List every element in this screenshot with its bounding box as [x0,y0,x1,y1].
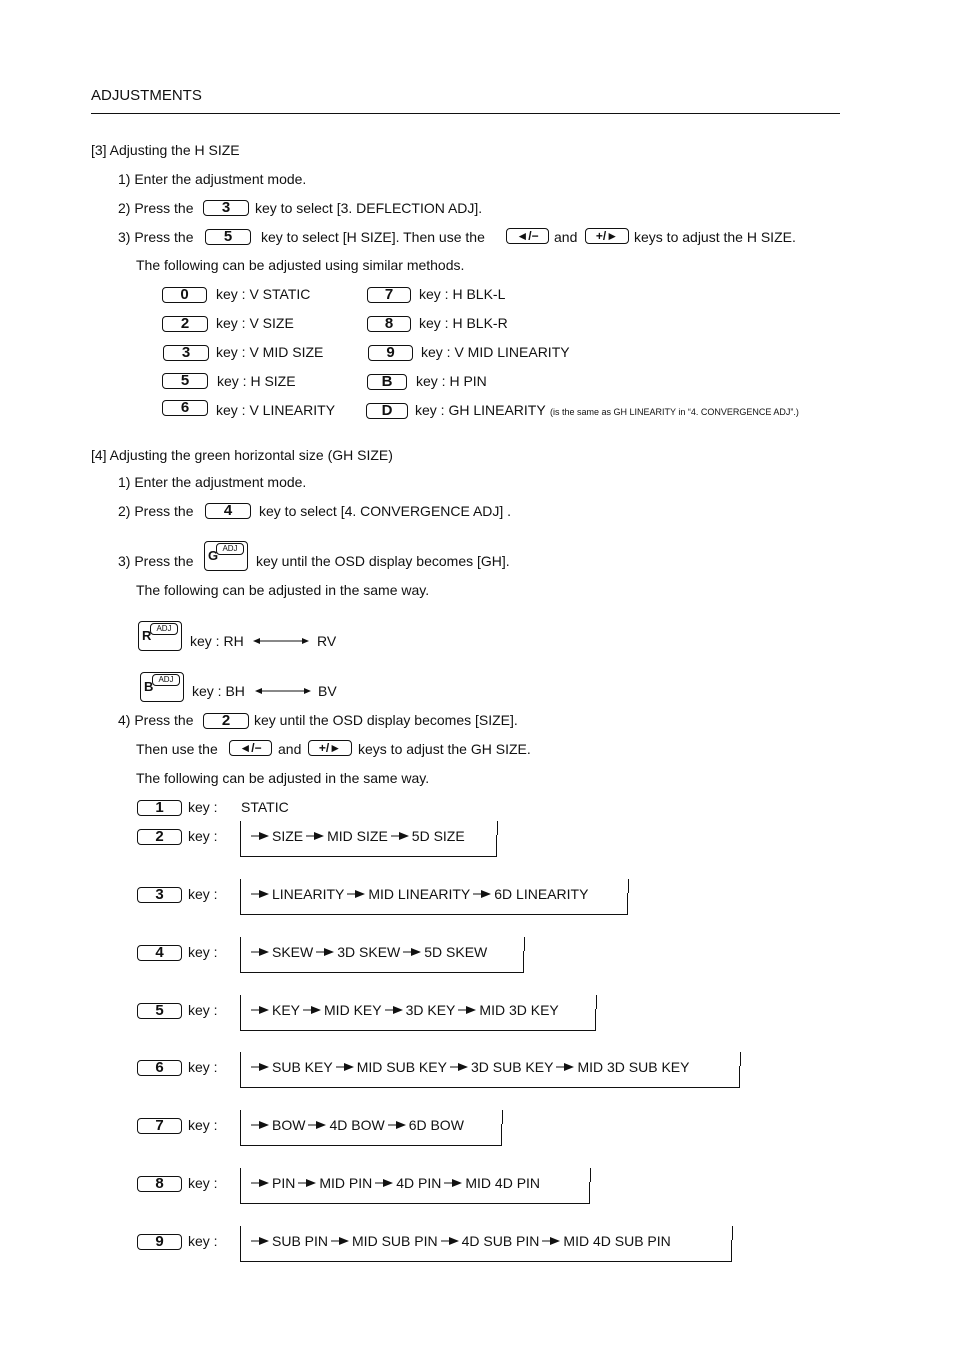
cycle-sequence [248,1002,563,1018]
right-arrow-icon [251,1062,269,1072]
static-value: STATIC [241,799,289,815]
page-title: ADJUSTMENTS [91,87,202,104]
cycle-item: MID SUB KEY [356,1059,447,1075]
key-label: key : [188,799,218,815]
double-arrow-icon [253,633,309,649]
s4-step3-pre: 3) Press the [118,553,194,569]
key-desc: key : H PIN [416,373,487,389]
right-arrow-icon [251,1120,269,1130]
key-4-button[interactable]: 4 [205,503,251,519]
cycle-item: 3D KEY [405,1002,456,1018]
key-label: key : [188,1059,218,1075]
key-desc: key : V LINEARITY [216,402,336,418]
adj-tag: ADJ [152,674,180,686]
key-1-button[interactable]: 1 [137,800,182,816]
cycle-item: MID 4D PIN [465,1175,541,1191]
s4-step1: 1) Enter the adjustment mode. [118,474,307,490]
right-arrow-icon [251,1005,269,1015]
key-4-button[interactable]: 4 [137,945,182,961]
cycle-item: MID 4D SUB PIN [563,1233,671,1249]
key-d-button[interactable]: D [366,403,408,419]
right-arrow-icon [336,1062,354,1072]
cycle-sequence [248,1059,693,1075]
s4-and: and [278,741,302,757]
key-2-button[interactable]: 2 [162,316,208,332]
cycle-item: 6D LINEARITY [494,886,589,902]
cycle-item: SUB KEY [272,1059,333,1075]
right-arrow-icon [251,1236,269,1246]
cycle-item: PIN [272,1175,296,1191]
minus-key-button[interactable]: ◄/− [506,228,549,244]
cycle-sequence [248,828,469,844]
cycle-item: MID PIN [319,1175,373,1191]
cycle-item: 4D BOW [329,1117,385,1133]
cycle-item: MID 3D SUB KEY [577,1059,690,1075]
right-arrow-icon [542,1236,560,1246]
right-arrow-icon [444,1178,462,1188]
cycle-item: LINEARITY [272,886,345,902]
s4-note1: The following can be adjusted in the same way. [136,582,430,598]
s4-note2: The following can be adjusted in the same way. [136,770,430,786]
header-rule [91,113,840,114]
right-arrow-icon [473,889,491,899]
key-letter: G [208,548,219,563]
adj-tag: ADJ [150,623,178,635]
key-desc: key : GH LINEARITY [415,402,546,418]
cycle-sequence [248,1117,468,1133]
minus-key-button[interactable]: ◄/− [229,740,272,756]
cycle-item: SUB PIN [272,1233,329,1249]
cycle-sequence [248,886,592,902]
key-8-button[interactable]: 8 [367,316,411,332]
g-adj-key-button[interactable] [204,541,248,571]
key-label: key : [188,886,218,902]
right-arrow-icon [388,1120,406,1130]
section-3-title: [3] Adjusting the H SIZE [91,142,240,158]
right-arrow-icon [308,1120,326,1130]
key-2-button[interactable]: 2 [203,713,249,729]
key-label: key : [188,828,218,844]
s4-step4b-pre: Then use the [136,741,218,757]
right-arrow-icon [298,1178,316,1188]
right-arrow-icon [347,889,365,899]
b-to: BV [318,683,337,699]
right-arrow-icon [251,831,269,841]
cycle-item: 5D SKEW [424,944,488,960]
s3-and: and [554,229,578,245]
key-3-button[interactable]: 3 [163,345,209,361]
plus-key-button[interactable]: +/► [585,228,629,244]
cycle-item: 5D SIZE [411,828,465,844]
right-arrow-icon [251,889,269,899]
cycle-item: 3D SUB KEY [470,1059,554,1075]
cycle-item: MID 3D KEY [479,1002,559,1018]
right-arrow-icon [391,831,409,841]
key-0-button[interactable]: 0 [162,287,207,303]
r-desc: key : RH [190,633,244,649]
double-arrow-icon [255,683,311,699]
cycle-item: MID SIZE [327,828,388,844]
adj-tag: ADJ [216,543,244,555]
s4-step4-pre: 4) Press the [118,712,194,728]
cycle-item: BOW [272,1117,306,1133]
key-7-button[interactable]: 7 [367,287,411,303]
s4-step2-post: key to select [4. CONVERGENCE ADJ] . [259,503,512,519]
right-arrow-icon [316,947,334,957]
right-arrow-icon [458,1005,476,1015]
cycle-sequence [248,1175,544,1191]
s3-step3-pre: 3) Press the [118,229,194,245]
key-8-button[interactable]: 8 [137,1176,182,1192]
key-desc: key : H SIZE [217,373,296,389]
cycle-item: SKEW [272,944,314,960]
cycle-sequence [248,1233,675,1249]
key-5-button[interactable]: 5 [137,1003,182,1019]
right-arrow-icon [303,1005,321,1015]
cycle-item: KEY [272,1002,301,1018]
right-arrow-icon [251,947,269,957]
key-label: key : [188,1233,218,1249]
cycle-item: MID LINEARITY [368,886,471,902]
right-arrow-icon [441,1236,459,1246]
right-arrow-icon [385,1005,403,1015]
right-arrow-icon [331,1236,349,1246]
key-desc: key : V MID SIZE [216,344,324,360]
gh-linearity-note: (is the same as GH LINEARITY in “4. CONVERGENCE ADJ”.) [550,407,799,417]
right-arrow-icon [251,1178,269,1188]
cycle-item: SIZE [272,828,304,844]
s3-step1: 1) Enter the adjustment mode. [118,171,307,187]
s4-step4-post: key until the OSD display becomes [SIZE]. [254,712,518,728]
s3-step3-mid: key to select [H SIZE]. Then use the [261,229,485,245]
key-desc: key : V MID LINEARITY [421,344,570,360]
key-3-button[interactable]: 3 [203,200,249,216]
right-arrow-icon [403,947,421,957]
key-letter: R [142,628,152,643]
section-4-title: [4] Adjusting the green horizontal size (GH SIZE) [91,447,393,463]
key-desc: key : V SIZE [216,315,294,331]
right-arrow-icon [375,1178,393,1188]
cycle-item: 6D BOW [408,1117,464,1133]
key-label: key : [188,944,218,960]
cycle-item: MID KEY [324,1002,382,1018]
key-desc: key : H BLK-R [419,315,508,331]
key-label: key : [188,1175,218,1191]
s4-step2-pre: 2) Press the [118,503,194,519]
key-9-button[interactable]: 9 [137,1234,182,1250]
key-b-button[interactable]: B [367,374,407,390]
s3-step2-pre: 2) Press the [118,200,194,216]
cycle-item: 3D SKEW [337,944,401,960]
key-letter: B [144,679,154,694]
cycle-item: MID SUB PIN [352,1233,438,1249]
s3-step3-post: keys to adjust the H SIZE. [634,229,796,245]
cycle-item: 4D SUB PIN [461,1233,540,1249]
key-desc: key : V STATIC [216,286,311,302]
s3-step2-post: key to select [3. DEFLECTION ADJ]. [255,200,483,216]
key-3-button[interactable]: 3 [137,887,182,903]
key-7-button[interactable]: 7 [137,1118,182,1134]
b-desc: key : BH [192,683,245,699]
s4-step3-post: key until the OSD display becomes [GH]. [256,553,510,569]
key-9-button[interactable]: 9 [368,345,413,361]
cycle-sequence [248,944,491,960]
key-5-button[interactable]: 5 [162,373,208,389]
plus-key-button[interactable]: +/► [308,740,352,756]
s4-step4b-post: keys to adjust the GH SIZE. [358,741,531,757]
key-2-button[interactable]: 2 [137,829,182,845]
b-adj-key-button[interactable] [140,672,184,702]
right-arrow-icon [556,1062,574,1072]
key-label: key : [188,1002,218,1018]
cycle-item: 4D PIN [396,1175,442,1191]
s3-note: The following can be adjusted using similar methods. [136,257,465,273]
key-desc: key : H BLK-L [419,286,506,302]
right-arrow-icon [450,1062,468,1072]
r-adj-key-button[interactable] [138,621,182,651]
key-6-button[interactable]: 6 [137,1060,182,1076]
right-arrow-icon [306,831,324,841]
key-6-button[interactable]: 6 [162,400,208,416]
r-to: RV [317,633,337,649]
key-5-button[interactable]: 5 [205,229,251,245]
key-label: key : [188,1117,218,1133]
